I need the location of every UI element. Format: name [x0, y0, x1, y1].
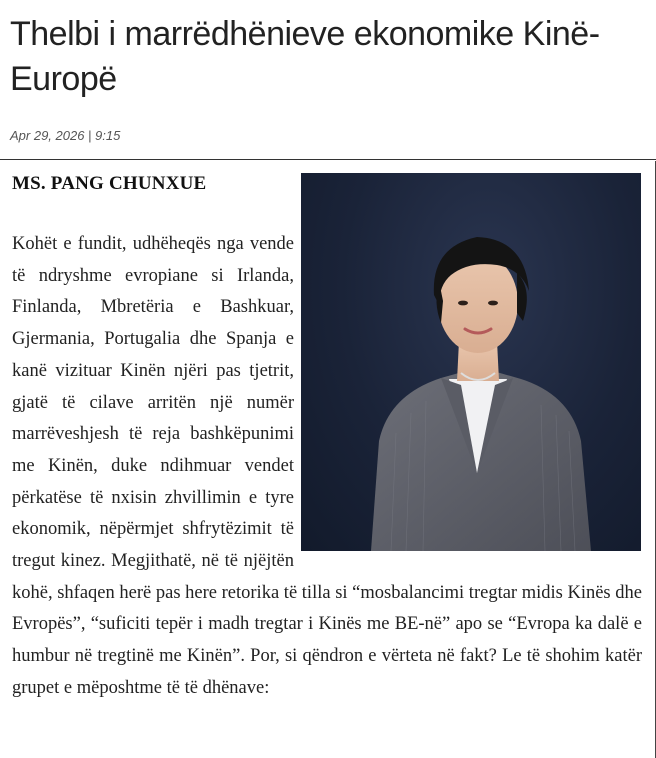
author-name: MS. PANG CHUNXUE — [12, 173, 207, 194]
article-content — [0, 161, 656, 758]
article-title: Thelbi i marrëdhënieve ekonomike Kinë-Europë — [10, 15, 600, 98]
article-body — [12, 229, 642, 705]
article-header — [0, 0, 656, 160]
article-paragraph: Kohët e fundit, udhëheqës nga vende të ndryshme evropiane si Irlanda, Finlanda, Mbretëria e Bashkuar, Gjermania, Portugalia dhe Spanja e kanë vizituar Kinën njëri pas tjetrit, gjatë të cilave arritën një numër marrëveshjesh të reja bashkëpunimi me Kinën, duke ndihmuar vendet përkatëse të nxisin zhvillimin e tyre ekonomik, nëpërmjet shfrytëzimit të tregut kinez. Megjithatë, në të njëjtën kohë, shfaqen herë pas here retorika të tilla si “mosbalancimi tregtar midis Kinës dhe Evropës”, “suficiti tepër i madh tregtar i Kinës me BE-në” apo se “Evropa ka dalë e humbur në tregtinë me Kinën”. Por, si qëndron e vërteta në fakt? Le të shohim katër grupet e mëposhtme të të dhënave: — [12, 234, 642, 698]
photo-float-space — [294, 229, 642, 551]
article-date: Apr 29, 2026 | 9:15 — [10, 128, 121, 143]
